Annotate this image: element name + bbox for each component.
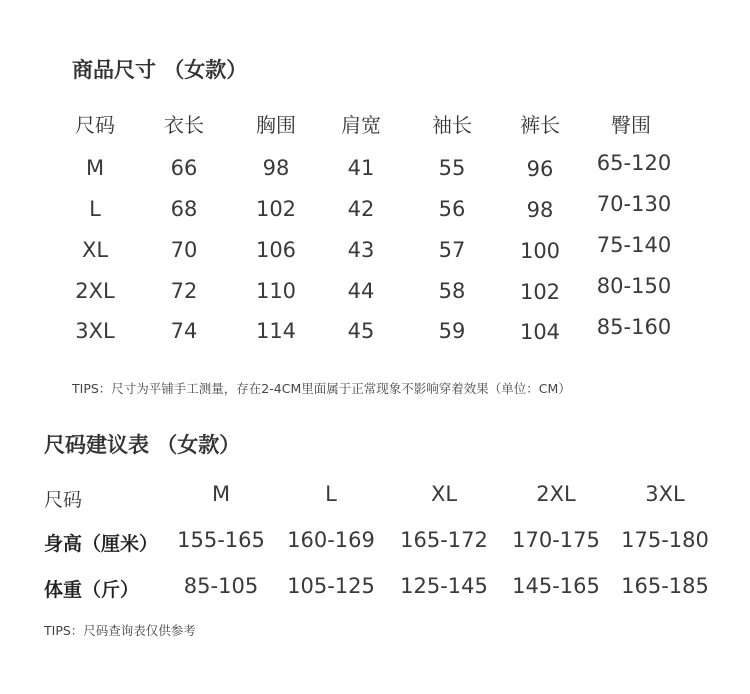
header-cell: 胸围	[256, 113, 296, 137]
size-header-cell: XL	[430, 482, 458, 506]
table-cell: 155-165	[177, 528, 265, 552]
table-cell: M	[85, 156, 105, 180]
table-cell: 145-165	[512, 574, 600, 598]
table-cell: 3XL	[75, 319, 115, 343]
size-header-cell: L	[325, 482, 337, 506]
table-cell: 102	[255, 197, 297, 221]
header-cell: 袖长	[432, 113, 472, 137]
size-guide-tips: TIPS：尺码查询表仅供参考	[44, 623, 196, 638]
table-cell: 42	[347, 197, 375, 221]
table-cell: 160-169	[287, 528, 375, 552]
header-cell: 衣长	[164, 113, 204, 137]
table-cell: 165-185	[621, 574, 709, 598]
table-cell: 70-130	[596, 192, 672, 216]
height-label: 身高（厘米）	[44, 533, 159, 555]
table-cell: 75-140	[596, 233, 672, 257]
table-cell: 45	[347, 319, 375, 343]
size-guide-title: 尺码建议表 （女款）	[44, 433, 241, 457]
table-cell: 74	[170, 319, 198, 343]
table-cell: 44	[347, 279, 375, 303]
table-cell: 72	[170, 279, 198, 303]
size-header-cell: 2XL	[536, 482, 576, 506]
table-cell: 98	[526, 198, 554, 222]
table-cell: 70	[170, 238, 198, 262]
table-cell: 80-150	[596, 274, 672, 298]
size-label: 尺码	[44, 489, 83, 511]
table-cell: 41	[347, 156, 375, 180]
table-cell: 105-125	[287, 574, 375, 598]
table-cell: 96	[526, 157, 554, 181]
table-cell: 66	[170, 156, 198, 180]
size-table-title: 商品尺寸 （女款）	[72, 58, 248, 82]
table-cell: 114	[255, 319, 297, 343]
table-cell: 2XL	[75, 279, 115, 303]
size-header-cell: M	[211, 482, 231, 506]
table-cell: 43	[347, 238, 375, 262]
size-header-cell: 3XL	[645, 482, 685, 506]
size-table-tips: TIPS：尺寸为平铺手工测量，存在2-4CM里面属于正常现象不影响穿着效果（单位：CM）	[72, 381, 571, 396]
weight-label: 体重（斤）	[44, 579, 140, 601]
table-cell: 125-145	[400, 574, 488, 598]
header-cell: 尺码	[75, 113, 115, 137]
table-cell: 100	[519, 239, 561, 263]
table-cell: 98	[262, 156, 290, 180]
table-cell: 58	[438, 279, 466, 303]
table-cell: 110	[255, 279, 297, 303]
table-cell: 85-105	[183, 574, 259, 598]
header-cell: 裤长	[520, 113, 560, 137]
table-cell: 104	[519, 320, 561, 344]
table-cell: 102	[519, 280, 561, 304]
table-cell: 55	[438, 156, 466, 180]
table-cell: 106	[255, 238, 297, 262]
table-cell: 57	[438, 238, 466, 262]
table-cell: 65-120	[596, 151, 672, 175]
header-cell: 臀围	[611, 113, 651, 137]
table-cell: 56	[438, 197, 466, 221]
table-cell: 165-172	[400, 528, 488, 552]
table-cell: L	[89, 197, 101, 221]
table-cell: XL	[81, 238, 109, 262]
table-cell: 59	[438, 319, 466, 343]
header-cell: 肩宽	[341, 113, 381, 137]
table-cell: 170-175	[512, 528, 600, 552]
table-cell: 175-180	[621, 528, 709, 552]
table-cell: 85-160	[596, 315, 672, 339]
table-cell: 68	[170, 197, 198, 221]
